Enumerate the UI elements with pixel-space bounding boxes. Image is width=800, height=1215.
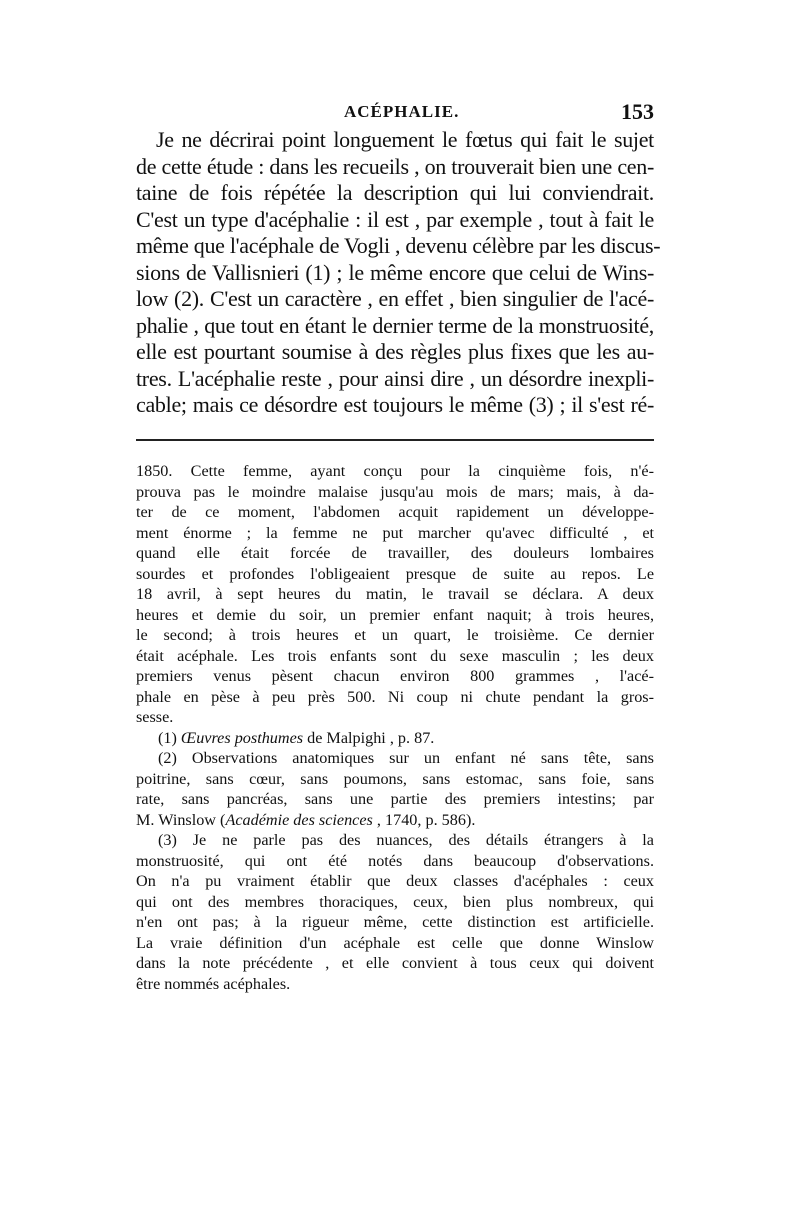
page-header xyxy=(136,97,654,127)
footnote-line: (2) Observations anatomiques sur un enfant né sans tête, sans xyxy=(158,749,654,767)
footnote-line: qui ont des membres thoraciques, ceux, bien plus nombreux, qui xyxy=(136,892,654,911)
footnote-3 xyxy=(136,830,654,994)
footnote-line: 1850. Cette femme, ayant conçu pour la cinquième fois, n'é- xyxy=(136,462,654,480)
main-text-line: tres. L'acéphalie reste , pour ainsi dire , un désordre inexpli- xyxy=(136,365,654,391)
footnote-continuation xyxy=(136,461,654,728)
footnote-2-last-prefix: M. Winslow ( xyxy=(136,810,226,829)
footnote-line xyxy=(136,728,654,749)
footnote-2 xyxy=(136,748,654,830)
footnote-line xyxy=(136,810,654,831)
footnote-line: sourdes et profondes l'obligeaient presque de suite au repos. Le xyxy=(136,564,654,583)
main-text-line: cable; mais ce désordre est toujours le même (3) ; il s'est ré- xyxy=(136,392,654,417)
footnote-line: ter de ce moment, l'abdomen acquit rapidement un développe- xyxy=(136,503,654,521)
footnote-line: était acéphale. Les trois enfants sont du sexe masculin ; les deux xyxy=(136,646,654,665)
footnote-line: ment énorme ; la femme ne put marcher qu'avec difficulté , et xyxy=(136,523,654,542)
main-text-line: Je ne décrirai point longuement le fœtus qui fait le sujet xyxy=(156,127,654,152)
footnote-separator-rule xyxy=(136,439,654,441)
footnote-line: prouva pas le moindre malaise jusqu'au mois de mars; mais, à da- xyxy=(136,482,654,501)
footnote-1-title: Œuvres posthumes xyxy=(180,728,304,747)
footnote-line: poitrine, sans cœur, sans poumons, sans estomac, sans foie, sans xyxy=(136,769,654,788)
main-text-line: C'est un type d'acéphalie : il est , par exemple , tout à fait le xyxy=(136,206,654,232)
footnote-1-prefix: (1) xyxy=(158,728,181,747)
footnote-line: La vraie définition d'un acéphale est celle que donne Winslow xyxy=(136,933,654,952)
main-text-line: low (2). C'est un caractère , en effet , bien singulier de l'acé- xyxy=(136,286,654,311)
main-text-line: même que l'acéphale de Vogli , devenu célèbre par les discus- xyxy=(136,233,661,258)
footnote-line: heures et demie du soir, un premier enfant naquit; à trois heures, xyxy=(136,605,654,624)
main-text-line: phalie , que tout en étant le dernier terme de la monstruosité, xyxy=(136,312,654,338)
footnote-2-title: Académie des sciences xyxy=(225,810,373,829)
footnote-line: être nommés acéphales. xyxy=(136,974,291,993)
footnote-line: rate, sans pancréas, sans une partie des premiers intestins; par xyxy=(136,790,654,808)
footnote-line: phale en pèse à peu près 500. Ni coup ni chute pendant la gros- xyxy=(136,687,654,706)
footnote-line: le second; à trois heures et un quart, le troisième. Ce dernier xyxy=(136,626,654,644)
main-text-line: elle est pourtant soumise à des règles plus fixes que les au- xyxy=(136,339,654,364)
footnote-line: n'en ont pas; à la rigueur même, cette distinction est artificielle. xyxy=(136,913,654,931)
footnote-2-last-suffix: , 1740, p. 586). xyxy=(372,810,476,829)
main-text-block xyxy=(136,127,661,419)
footnotes-block xyxy=(136,461,654,994)
main-text-line: sions de Vallisnieri (1) ; le même encore que celui de Wins- xyxy=(136,259,654,285)
running-title: ACÉPHALIE. xyxy=(344,102,460,121)
footnote-line: 18 avril, à sept heures du matin, le travail se déclara. A deux xyxy=(136,585,654,603)
footnote-line: quand elle était forcée de travailler, des douleurs lombaires xyxy=(136,544,654,562)
footnote-line: On n'a pu vraiment établir que deux classes d'acéphales : ceux xyxy=(136,872,654,890)
main-text-line: taine de fois répétée la description qui lui conviendrait. xyxy=(136,180,654,205)
footnote-line: monstruosité, qui ont été notés dans beaucoup d'observations. xyxy=(136,851,654,870)
footnote-line: (3) Je ne parle pas des nuances, des détails étrangers à la xyxy=(158,831,654,849)
main-text-line: de cette étude : dans les recueils , on trouverait bien une cen- xyxy=(136,153,654,179)
footnote-line: dans la note précédente , et elle convient à tous ceux qui doivent xyxy=(136,954,654,972)
footnote-1 xyxy=(136,728,654,749)
footnote-line: premiers venus pèsent chacun environ 800 grammes , l'acé- xyxy=(136,667,654,685)
page-number: 153 xyxy=(621,99,654,124)
footnote-line: sesse. xyxy=(136,708,174,726)
footnote-1-suffix: de Malpighi , p. 87. xyxy=(303,728,435,747)
